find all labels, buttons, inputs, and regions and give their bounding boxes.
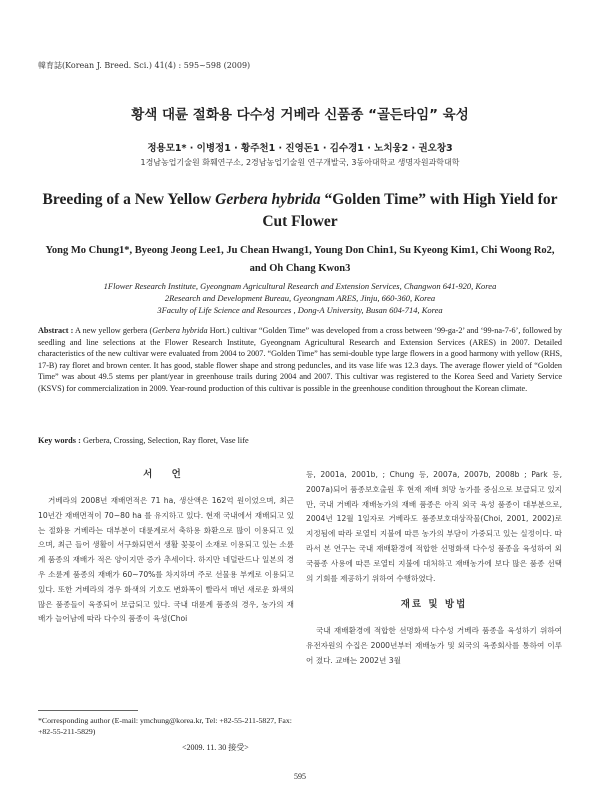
abstract-text: Hort.) cultivar “Golden Time” was developed from a cross between ‘99-ga-2’ and ‘99-na-7-6’, followed by seedling and line selections at the Flower Research Institute, Gyeongnam Agricultural Research and Extension Services (ARES) in 2007. Detailed characteristics of the new cultivar were evaluated from 2004 to 2007. “Golden Time” has semi-double type large flowers in a good harmony with yellow (RHS, 17-B) ray floret and brown center. It has good, stable flower shape and strong peduncles, and its vase life was 12.3 days. The average flower yield of “Golden Time” was about 49.5 stems per plant/year in greenhouse trails during 2004 and 2007. This cultivar was registered to the Korea Seed and Variety Service (KSVS) for commercialization in 2009. Year-round production of this cultivar is possible in the greenhouse condition throughout the Korean climate. bbox=[38, 326, 562, 393]
english-authors: Yong Mo Chung1*, Byeong Jeong Lee1, Ju Chean Hwang1, Young Don Chin1, Su Kyeong Kim1, Chi Woong Ro2, and Oh Chang Kwon3 bbox=[45, 245, 555, 274]
keywords-label: Key words : bbox=[38, 436, 81, 445]
journal-citation: 韓育誌(Korean J. Breed. Sci.) 41(4) : 595~598 (2009) bbox=[38, 61, 251, 70]
korean-affiliations: 1경남농업기술원 화훼연구소, 2경남농업기술원 연구개발국, 3동아대학교 생명자원과학대학 bbox=[140, 158, 460, 167]
korean-authors: 정용모1* · 이병정1 · 황주천1 · 진영돈1 · 김수경1 · 노치웅2 · 권오창3 bbox=[147, 143, 453, 154]
methods-paragraph: 국내 재배환경에 적합한 선명화색 다수성 거베라 품종을 육성하기 위하여 유전자원의 수집은 2000년부터 재배농가 및 외국의 육종회사를 통하여 이루어 졌다. 교배는 2002년 3월 bbox=[306, 626, 562, 665]
keywords bbox=[38, 436, 562, 445]
corresponding-author-footnote: *Corresponding author (E-mail: ymchung@korea.kr, Tel: +82-55-211-5827, Fax: +82-55-211-5829) bbox=[38, 716, 292, 736]
received-date: <2009. 11. 30 接受> bbox=[182, 743, 249, 752]
footnote-divider bbox=[38, 710, 138, 711]
intro-continuation: 등, 2001a, 2001b, ; Chung 등, 2007a, 2007b, 2008b ; Park 등, 2007a)되어 품종보호출원 후 현재 재배 희망 농가를 중심으로 보급되고 있지만, 국내 거베라 재배농가의 재배 품종은 아직 외국 육성 품종이 대부분으로, 2004년 12월 1일자로 거베라도 품종보호대상작물(Choi, 2001, 2002)로 지정됨에 따라 로열티 지불에 따른 농가의 부담이 가중되고 있는 실정이다. 따라서 본 연구는 국내 재배환경에 적합한 선명화색 다수성 품종을 육성하여 외국품종 사용에 따른 로열티 지불에 대처하고 재배농가에 보다 많은 품종 선택의 기회를 제공하기 위하여 수행하였다. bbox=[306, 470, 562, 583]
abstract-species: Gerbera hybrida bbox=[152, 326, 208, 335]
english-title-species: Gerbera hybrida bbox=[215, 191, 321, 208]
abstract bbox=[38, 325, 562, 395]
english-title bbox=[40, 189, 560, 233]
abstract-label: Abstract : bbox=[38, 326, 74, 335]
intro-paragraph: 거베라의 2008년 재배면적은 71 ha, 생산액은 162억 원이었으며, 최근 10년간 재배면적이 70~80 ha 를 유지하고 있다. 현재 국내에서 재배되고 있는 절화용 거베라는 대부분이 대륜계로서 축하용 화환으로 많이 이용되고 있으며, 최근 들어 생활이 서구화되면서 생활 꽃꽂이 소재로 이용되고 있는 소륜계 품종의 재배가 적은 양이지만 증가 추세이다. 하지만 네덜란드나 일본의 경우 소륜계 품종의 재배가 60~70%를 차지하며 주로 선물용 부케로 이용되고 있다. 또한 거베라의 경우 화색의 기호도 변화폭이 빨라서 매년 새로운 화색의 많은 품종들이 육종되어 보급되고 있다. 국내 대륜계 품종의 경우, 농가의 재배가 늘어남에 따라 다수의 품종이 육성(Choi bbox=[38, 496, 294, 624]
affiliation-3: 3Faculty of Life Science and Resources , Dong-A University, Busan 604-714, Korea bbox=[157, 305, 443, 315]
affiliation-1: 1Flower Research Institute, Gyeongnam Agricultural Research and Extension Services, Changwon 641-920, Korea bbox=[103, 281, 497, 291]
left-column bbox=[38, 468, 294, 627]
right-column bbox=[306, 468, 562, 669]
abstract-lead: A new yellow gerbera ( bbox=[73, 326, 153, 335]
page-number: 595 bbox=[294, 772, 306, 781]
korean-title: 황색 대륜 절화용 다수성 거베라 신품종 “골든타임” 육성 bbox=[131, 107, 469, 123]
keywords-text: Gerbera, Crossing, Selection, Ray floret, Vase life bbox=[80, 436, 249, 445]
english-title-part2: “Golden Time” with High Yield for Cut Flower bbox=[262, 191, 558, 230]
english-title-part1: Breeding of a New Yellow bbox=[42, 191, 216, 208]
english-affiliations bbox=[40, 280, 560, 316]
section-heading-intro: 서 언 bbox=[143, 469, 189, 480]
section-heading-methods: 재료 및 방법 bbox=[400, 599, 468, 611]
affiliation-2: 2Research and Development Bureau, Gyeongnam ARES, Jinju, 660-360, Korea bbox=[164, 293, 436, 303]
